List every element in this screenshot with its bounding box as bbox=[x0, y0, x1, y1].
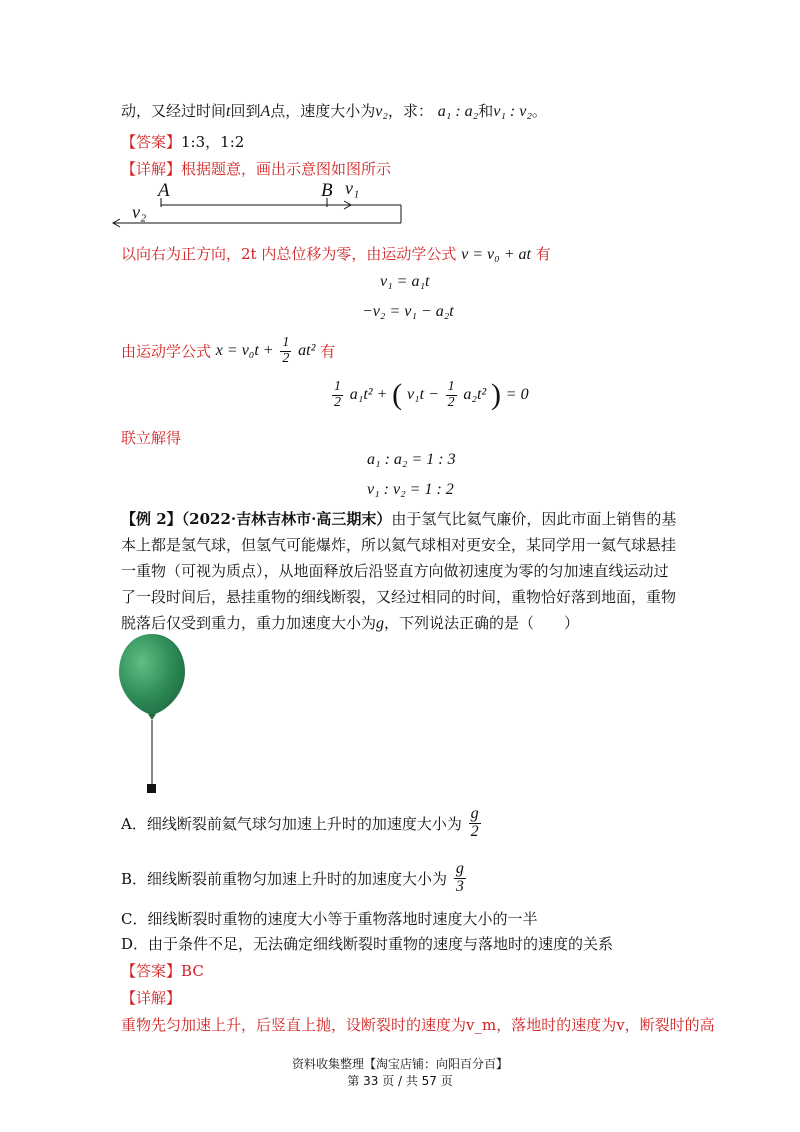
displacement-line: 由运动学公式 x = v₀t + $\frac{1}{2}$ at² 有 bbox=[121, 335, 336, 366]
page-number: 第 33 页 / 共 57 页 bbox=[347, 1074, 453, 1088]
right-paren: ) bbox=[491, 378, 502, 411]
option-d: D．由于条件不足，无法确定细线断裂时重物的速度与落地时的速度的关系 bbox=[121, 935, 614, 953]
footer-source: 资料收集整理【淘宝店铺：向阳百分百】 bbox=[291, 1057, 508, 1071]
direction-line: 以向右为正方向，2t 内总位移为零，由运动学公式 v = v₀ + at 有 bbox=[121, 245, 551, 263]
answer-1: 【答案】1:3，1:2 bbox=[121, 133, 245, 151]
balloon-knot bbox=[148, 714, 156, 720]
equation-1: v₁ = a₁t bbox=[380, 273, 430, 290]
detail-2-text: 重物先匀加速上升，后竖直上抛，设断裂时的速度为v_m，落地时的速度为v，断裂时的高 bbox=[121, 1016, 715, 1034]
equation-2: −v₂ = v₁ − a₂t bbox=[362, 303, 454, 320]
answer-2: 【答案】BC bbox=[121, 962, 204, 980]
option-a: A．细线断裂前氦气球匀加速上升时的加速度大小为 $\frac{g}{2}$ bbox=[121, 805, 479, 840]
balloon-illustration bbox=[115, 632, 190, 797]
label-v1: v₁ bbox=[345, 178, 360, 198]
detail-1: 【详解】根据题意，画出示意图如图所示 bbox=[121, 160, 392, 178]
label-b: B bbox=[321, 180, 333, 201]
equation-4: a₁ : a₂ = 1 : 3 bbox=[367, 451, 456, 468]
weight bbox=[147, 784, 156, 793]
label-a: A bbox=[158, 180, 170, 201]
label-v2: v₂ bbox=[132, 202, 147, 222]
equation-3: $\frac{1}{2}$ a₁t² + ( v₁t − $\frac{1}{2}$ a₂t² ) = 0 bbox=[334, 378, 529, 411]
detail-2: 【详解】 bbox=[121, 989, 182, 1007]
equation-5: v₁ : v₂ = 1 : 2 bbox=[367, 481, 454, 498]
top-line: 动，又经过时间t回到A点，速度大小为v₂，求： a₁ : a₂和v₁ : v₂。 bbox=[121, 102, 547, 120]
balloon bbox=[119, 634, 185, 714]
fraction-half: $\frac{1}{2}$ bbox=[282, 335, 290, 366]
solve-label: 联立解得 bbox=[121, 429, 182, 447]
motion-diagram bbox=[110, 178, 410, 230]
option-b: B．细线断裂前重物匀加速上升时的加速度大小为 $\frac{g}{3}$ bbox=[121, 860, 464, 895]
example-2-stem: 【例 2】（2022·吉林吉林市·高三期末）由于氢气比氦气廉价，因此市面上销售的基本上都是氢气球，但氢气可能爆炸，所以氦气球相对更安全，某同学用一氦气球悬挂一重物（可视为质点），从地面释放后沿竖直方向做初速度为零的匀加速直线运动过了一段时间后，悬挂重物的细线断裂，又经过相同的时间，重物恰好落到地面，重物脱落后仅受到重力，重力加速度大小为g，下列说法正确的是（ ） bbox=[121, 510, 677, 632]
option-c: C．细线断裂时重物的速度大小等于重物落地时速度大小的一半 bbox=[121, 910, 538, 928]
left-paren: ( bbox=[392, 378, 403, 411]
